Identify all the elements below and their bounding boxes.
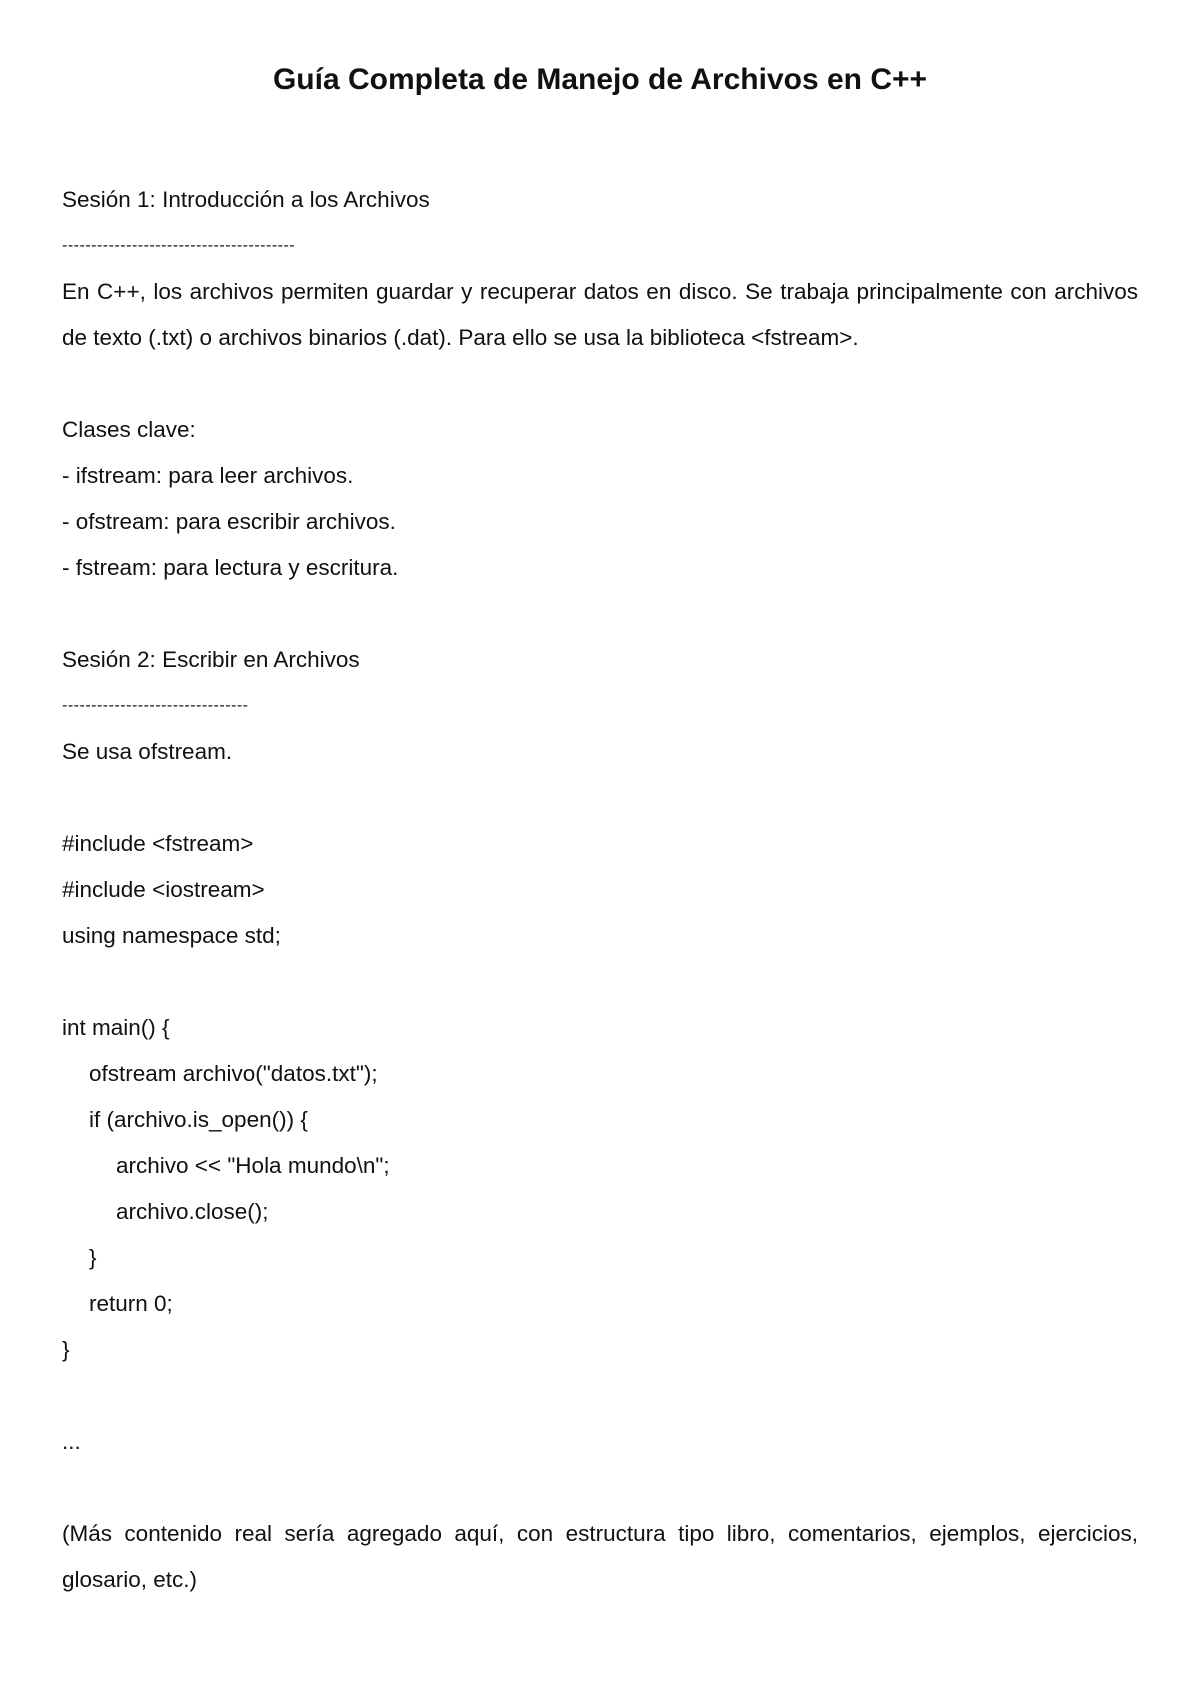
code-line: return 0; <box>89 1291 173 1316</box>
code-line: archivo.close(); <box>116 1199 269 1224</box>
session1-paragraph: En C++, los archivos permiten guardar y recuperar datos en disco. Se trabaja principalmente con archivos de texto (.txt) o archivos binarios (.dat). Para ello se usa la biblioteca <fstream>. <box>62 279 1138 350</box>
spacer <box>62 1373 1138 1419</box>
code-line: int main() { <box>62 1015 170 1040</box>
document-body <box>62 177 1138 1603</box>
spacer <box>62 775 1138 821</box>
code-line: using namespace std; <box>62 923 281 948</box>
ellipsis: ... <box>62 1429 81 1454</box>
code-line: #include <iostream> <box>62 877 265 902</box>
class-item-fstream: - fstream: para lectura y escritura. <box>62 555 399 580</box>
code-line: archivo << "Hola mundo\n"; <box>116 1153 390 1178</box>
spacer <box>62 361 1138 407</box>
code-line: if (archivo.is_open()) { <box>89 1107 308 1132</box>
class-item-ifstream: - ifstream: para leer archivos. <box>62 463 354 488</box>
session2-rule: -------------------------------- <box>62 697 249 714</box>
class-item-ofstream: - ofstream: para escribir archivos. <box>62 509 396 534</box>
session1-rule: ---------------------------------------- <box>62 237 296 254</box>
session2-intro: Se usa ofstream. <box>62 739 233 764</box>
spacer <box>62 591 1138 637</box>
classes-heading: Clases clave: <box>62 417 196 442</box>
session2-heading: Sesión 2: Escribir en Archivos <box>62 647 360 672</box>
spacer <box>62 1465 1138 1511</box>
document-title: Guía Completa de Manejo de Archivos en C++ <box>272 63 928 96</box>
closing-note: (Más contenido real sería agregado aquí, con estructura tipo libro, comentarios, ejemplos, ejercicios, glosario, etc.) <box>62 1521 1138 1592</box>
code-line-blank <box>62 959 1138 1005</box>
code-line: #include <fstream> <box>62 831 254 856</box>
code-line: ofstream archivo("datos.txt"); <box>89 1061 378 1086</box>
code-line: } <box>62 1337 70 1362</box>
code-line: } <box>89 1245 97 1270</box>
session1-heading: Sesión 1: Introducción a los Archivos <box>62 187 430 212</box>
